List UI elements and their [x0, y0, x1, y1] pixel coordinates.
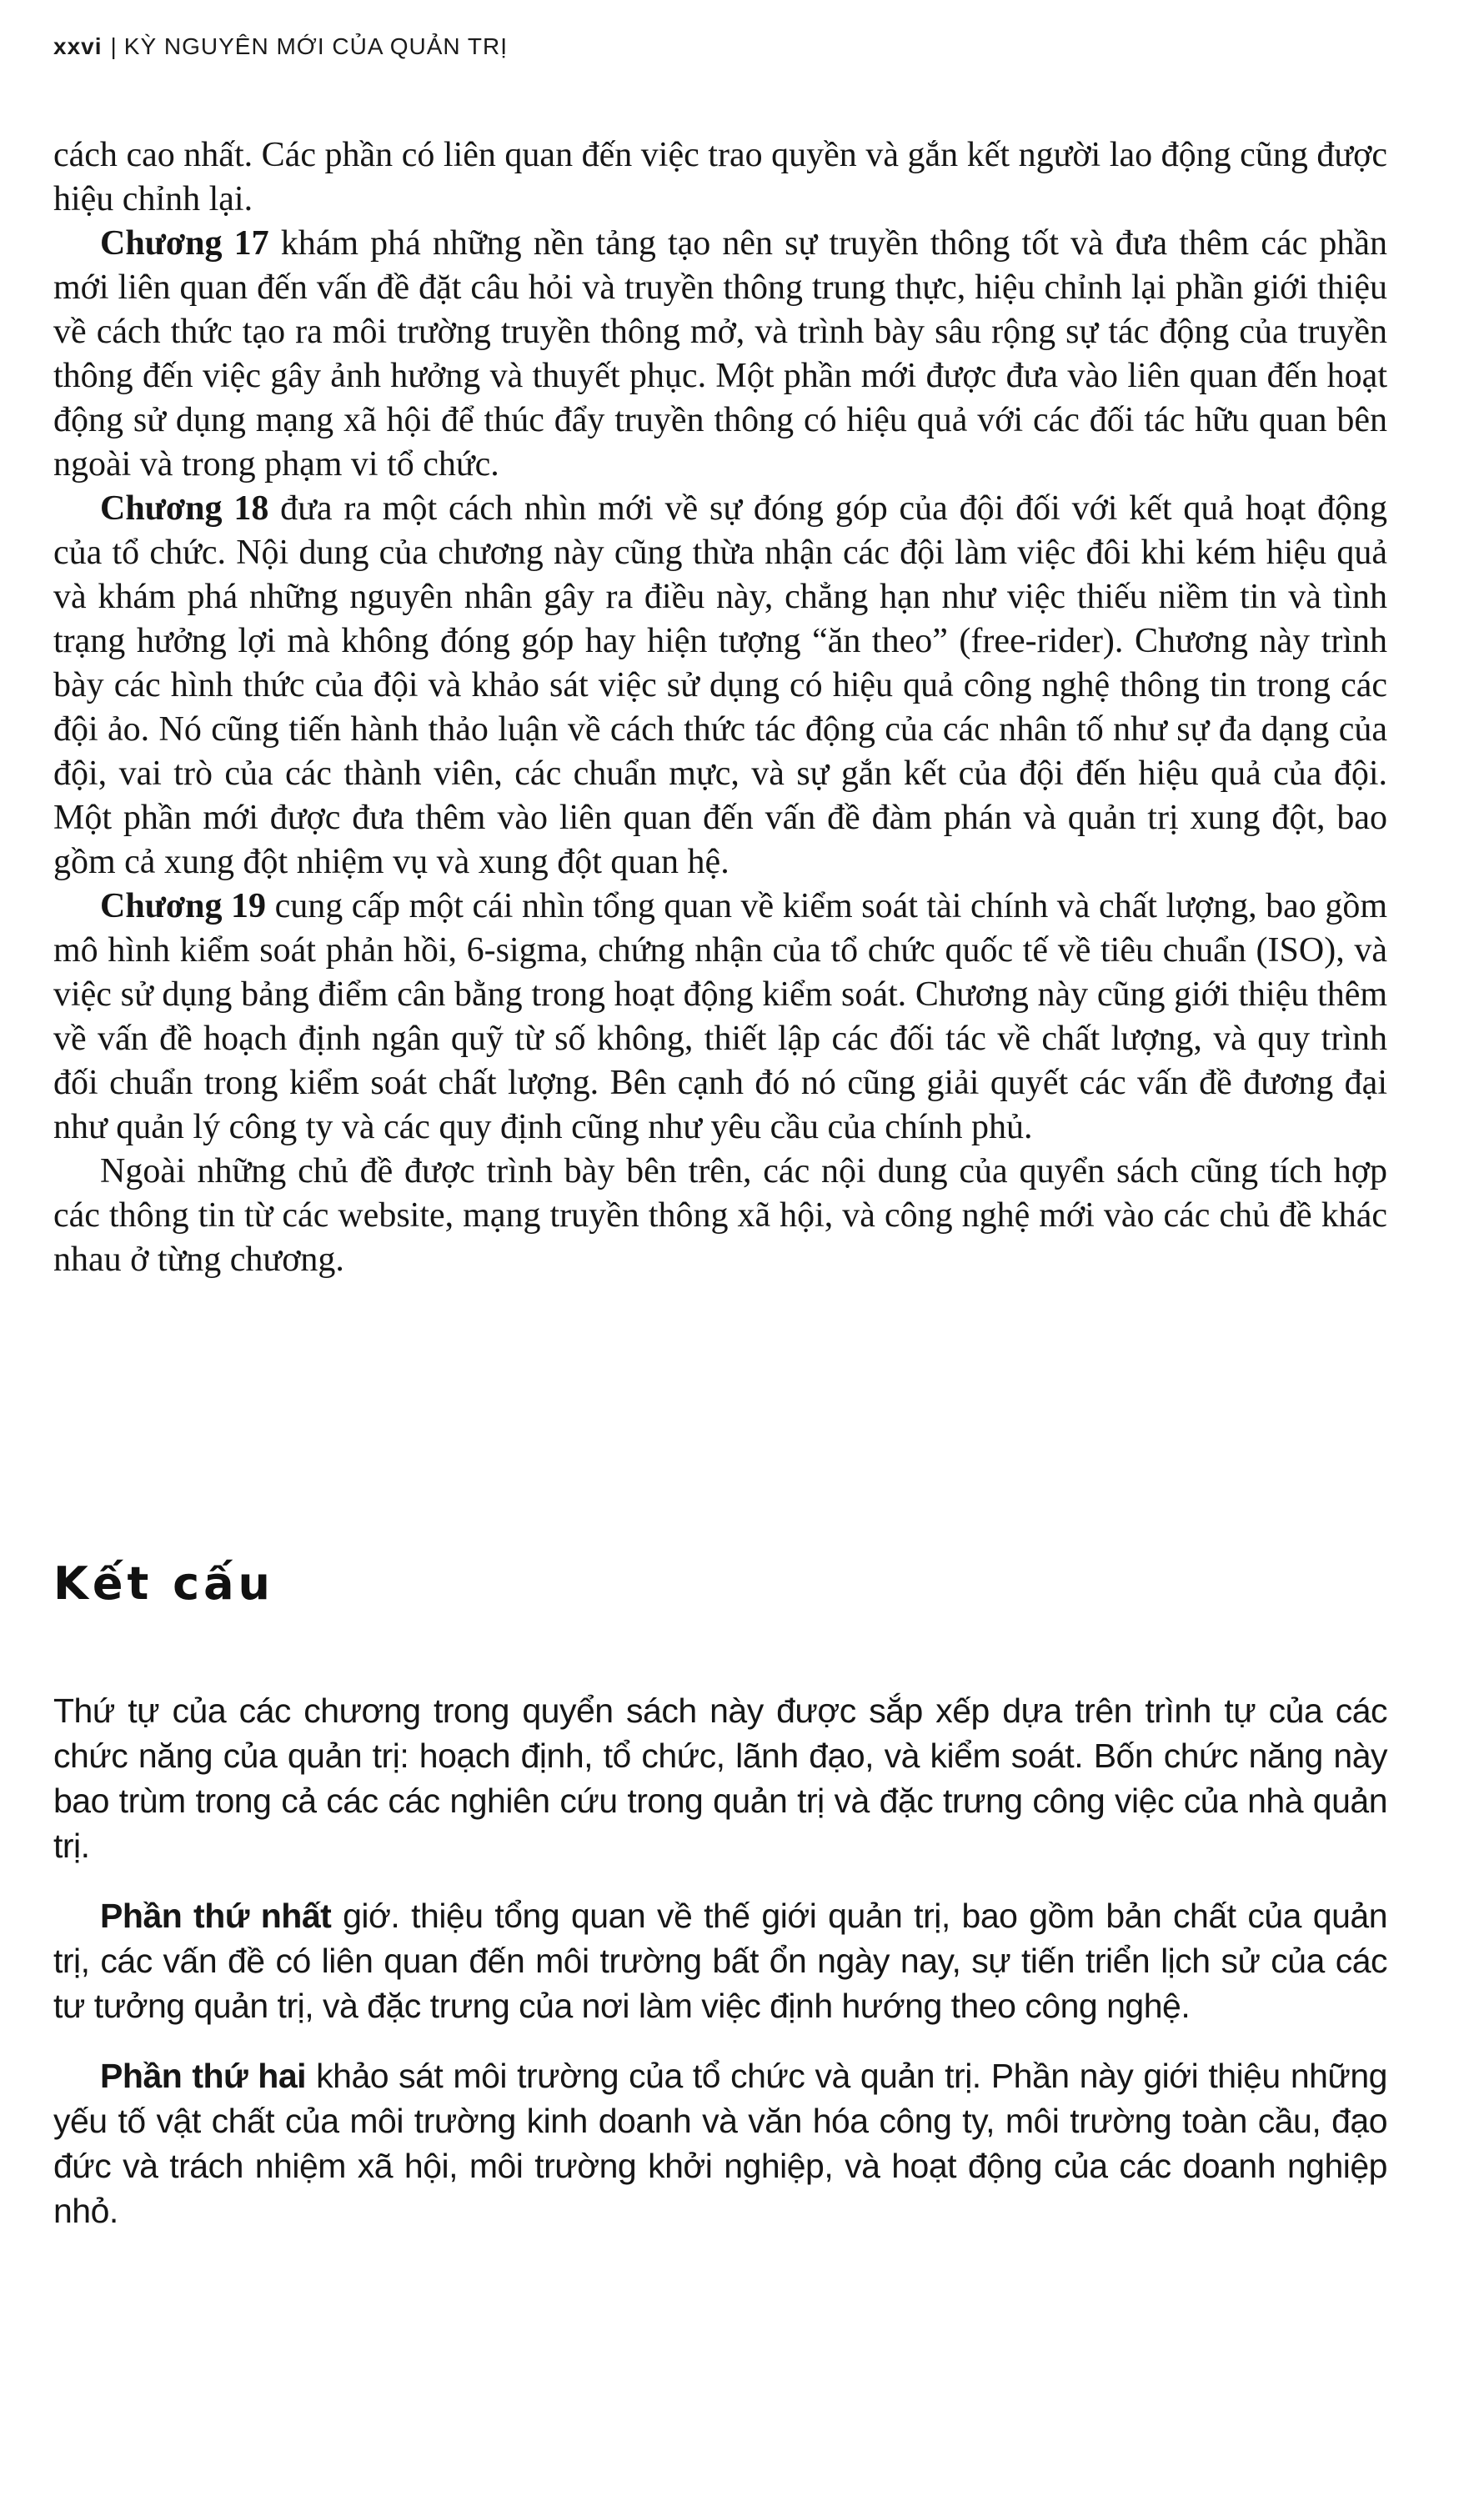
- paragraph-chapter-18: [53, 487, 1387, 885]
- page-number: xxvi: [53, 33, 103, 59]
- paragraph-text: Ngoài những chủ đề được trình bày bên trên, các nội dung của quyển sách cũng tích hợp các thông tin từ các website, mạng truyền thông xã hội, và công nghệ mới vào các chủ đề khác nhau ở từng chương.: [53, 1152, 1387, 1279]
- paragraph-lead: Chương 18: [100, 489, 269, 528]
- paragraph-text: đưa ra một cách nhìn mới về sự đóng góp của đội đối với kết quả hoạt động của tổ chức. Nội dung của chương này cũng thừa nhận các đội làm việc đôi khi kém hiệu quả và khám phá những nguyên nhân gây ra điều này, chẳng hạn như việc thiếu niềm tin và tình trạng hưởng lợi mà không đóng góp hay hiện tượng “ăn theo” (free-rider). Chương này trình bày các hình thức của đội và khảo sát việc sử dụng có hiệu quả công nghệ thông tin trong các đội ảo. Nó cũng tiến hành thảo luận về cách thức tác động của các nhân tố như sự đa dạng của đội, vai trò của các thành viên, các chuẩn mực, và sự gắn kết của đội đến hiệu quả của đội. Một phần mới được đưa thêm vào liên quan đến vấn đề đàm phán và quản trị xung đột, bao gồm cả xung đột nhiệm vụ và xung đột quan hệ.: [53, 489, 1387, 881]
- running-header: [53, 33, 508, 60]
- section-heading: Kết cấu: [53, 1557, 274, 1610]
- paragraph-chapter-19: [53, 885, 1387, 1150]
- paragraph-additional-topics: [53, 1150, 1387, 1282]
- book-title: KỲ NGUYÊN MỚI CỦA QUẢN TRỊ: [123, 33, 508, 59]
- paragraph-lead: Phần thứ nhất: [100, 1897, 332, 1935]
- paragraph-text: cách cao nhất. Các phần có liên quan đến việc trao quyền và gắn kết người lao động cũng được hiệu chỉnh lại.: [53, 136, 1387, 218]
- paragraph-continuation: [53, 133, 1387, 222]
- paragraph-text: cung cấp một cái nhìn tổng quan về kiểm soát tài chính và chất lượng, bao gồm mô hình kiểm soát phản hồi, 6-sigma, chứng nhận của tổ chức quốc tế về tiêu chuẩn (ISO), và việc sử dụng bảng điểm cân bằng trong hoạt động kiểm soát. Chương này cũng giới thiệu thêm về vấn đề hoạch định ngân quỹ từ số không, thiết lập các đối tác về chất lượng, và quy trình đối chuẩn trong kiểm soát chất lượng. Bên cạnh đó nó cũng giải quyết các vấn đề đương đại như quản lý công ty và các quy định cũng như yêu cầu của chính phủ.: [53, 887, 1387, 1146]
- header-separator: |: [110, 33, 118, 59]
- paragraph-chapter-17: [53, 222, 1387, 487]
- paragraph-lead: Chương 19: [100, 887, 267, 925]
- paragraph-text: khám phá những nền tảng tạo nên sự truyền thông tốt và đưa thêm các phần mới liên quan đến vấn đề đặt câu hỏi và truyền thông trung thực, hiệu chỉnh lại phần giới thiệu về cách thức tạo ra môi trường truyền thông mở, và trình bày sâu rộng sự tác động của truyền thông đến việc gây ảnh hưởng và thuyết phục. Một phần mới được đưa vào liên quan đến hoạt động sử dụng mạng xã hội để thúc đẩy truyền thông có hiệu quả với các đối tác hữu quan bên ngoài và trong phạm vi tổ chức.: [53, 224, 1387, 484]
- paragraph-part-one: [53, 1893, 1387, 2028]
- paragraph-lead: Phần thứ hai: [100, 2057, 307, 2095]
- paragraph-lead: Chương 17: [100, 224, 269, 263]
- paragraph-part-two: [53, 2053, 1387, 2233]
- body-text-bottom: [53, 1688, 1387, 2258]
- paragraph-text: Thứ tự của các chương trong quyển sách này được sắp xếp dựa trên trình tự của các chức năng của quản trị: hoạch định, tổ chức, lãnh đạo, và kiểm soát. Bốn chức năng này bao trùm trong cả các các nghiên cứu trong quản trị và đặc trưng công việc của nhà quản trị.: [53, 1692, 1387, 1865]
- paragraph-text: giớ. thiệu tổng quan về thế giới quản trị, bao gồm bản chất của quản trị, các vấn đề có liên quan đến môi trường bất ổn ngày nay, sự tiến triển lịch sử của các tư tưởng quản trị, và đặc trưng của nơi làm việc định hướng theo công nghệ.: [53, 1897, 1388, 2025]
- paragraph-structure-intro: [53, 1688, 1387, 1868]
- paragraph-text: khảo sát môi trường của tổ chức và quản trị. Phần này giới thiệu những yếu tố vật chất của môi trường kinh doanh và văn hóa công ty, môi trường toàn cầu, đạo đức và trách nhiệm xã hội, môi trường khởi nghiệp, và hoạt động của các doanh nghiệp nhỏ.: [53, 2057, 1387, 2230]
- body-text-top: [53, 133, 1387, 1282]
